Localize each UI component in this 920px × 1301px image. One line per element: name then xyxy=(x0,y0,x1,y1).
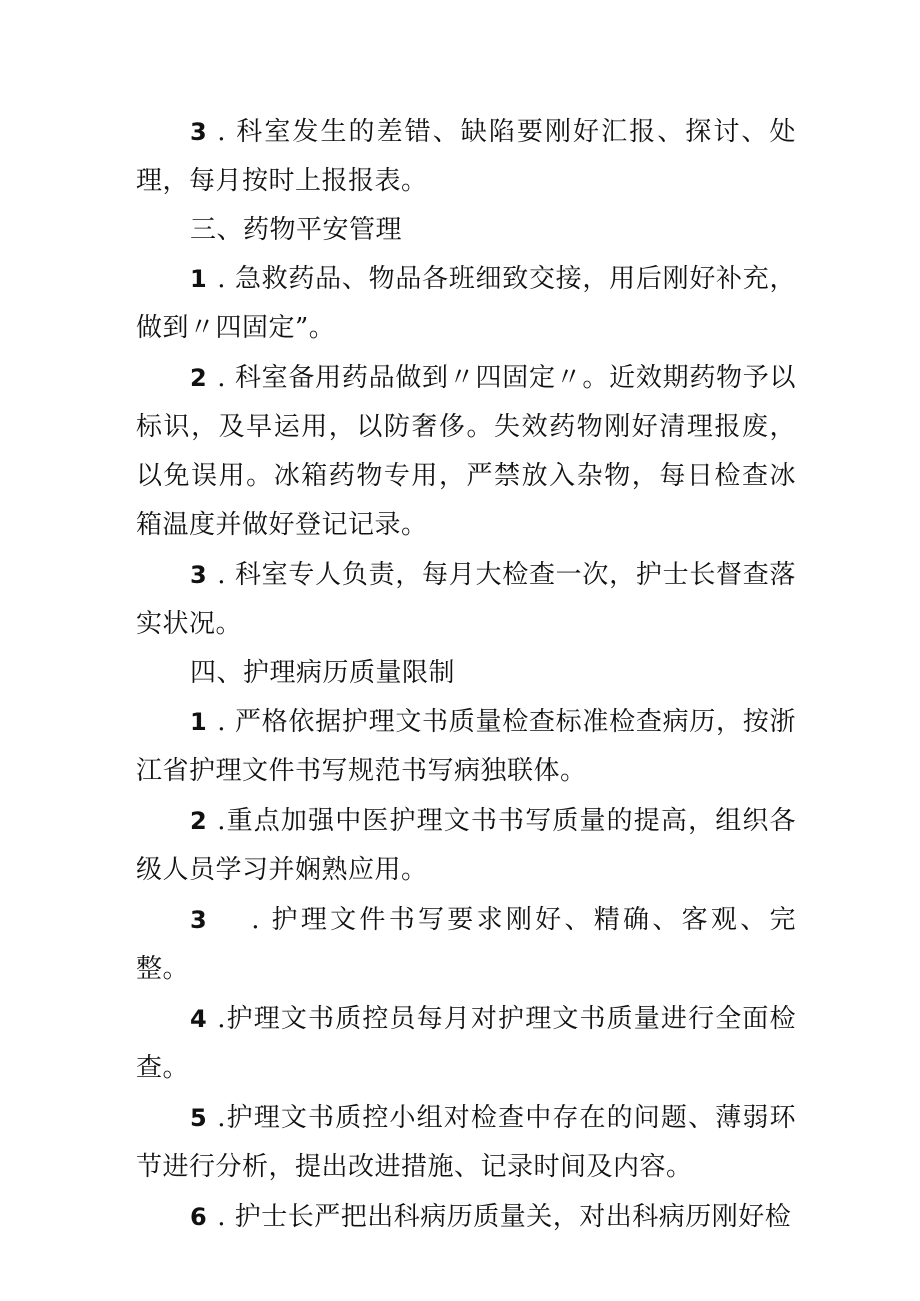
item-number: 2 xyxy=(190,807,208,835)
paragraph-item xyxy=(136,698,796,796)
item-text: .护理文书质控员每月对护理文书质量进行全面检查。 xyxy=(136,1004,796,1083)
item-text: . 科室专人负责，每月大检查一次，护士长督查落实状况。 xyxy=(136,560,796,639)
item-text: . 护士长严把出科病历质量关，对出科病历刚好检 xyxy=(217,1202,792,1232)
item-text: .护理文书质控小组对检查中存在的问题、薄弱环节进行分析，提出改进措施、记录时间及内容。 xyxy=(136,1103,796,1182)
paragraph-item xyxy=(136,995,796,1093)
item-number: 3 xyxy=(190,561,208,589)
item-number: 6 xyxy=(190,1203,208,1231)
item-text: . 严格依据护理文书质量检查标准检查病历，按浙江省护理文件书写规范书写病独联体。 xyxy=(136,707,796,786)
item-text: . 急救药品、物品各班细致交接，用后刚好补充，做到〃四固定”。 xyxy=(136,264,796,343)
paragraph-item xyxy=(136,1193,796,1242)
item-text: . 科室备用药品做到〃四固定〃。近效期药物予以标识，及早运用，以防奢侈。失效药物刚好清理报废，以免误用。冰箱药物专用，严禁放入杂物，每日检查冰箱温度并做好登记记录。 xyxy=(136,363,796,540)
item-number: 3 xyxy=(190,906,208,934)
paragraph-item xyxy=(136,551,796,649)
section-heading: 三、药物平安管理 xyxy=(190,215,403,245)
item-number: 2 xyxy=(190,364,208,392)
item-text: . 科室发生的差错、缺陷要刚好汇报、探讨、处理，每月按时上报报表。 xyxy=(136,117,796,196)
item-number: 4 xyxy=(190,1005,208,1033)
item-number: 3 xyxy=(190,118,208,146)
item-text: . 护理文件书写要求刚好、精确、客观、完整。 xyxy=(136,905,796,984)
item-text: .重点加强中医护理文书书写质量的提高，组织各级人员学习并娴熟应用。 xyxy=(136,806,796,885)
paragraph-item xyxy=(136,255,796,353)
paragraph-item xyxy=(136,108,796,206)
section-heading: 四、护理病历质量限制 xyxy=(190,658,456,688)
paragraph-item xyxy=(136,1094,796,1192)
item-number: 5 xyxy=(190,1104,208,1132)
paragraph-item xyxy=(136,896,796,994)
item-number: 1 xyxy=(190,708,208,736)
paragraph-item xyxy=(136,354,796,550)
item-number: 1 xyxy=(190,265,208,293)
document-body xyxy=(136,108,796,1242)
paragraph-item xyxy=(136,797,796,895)
